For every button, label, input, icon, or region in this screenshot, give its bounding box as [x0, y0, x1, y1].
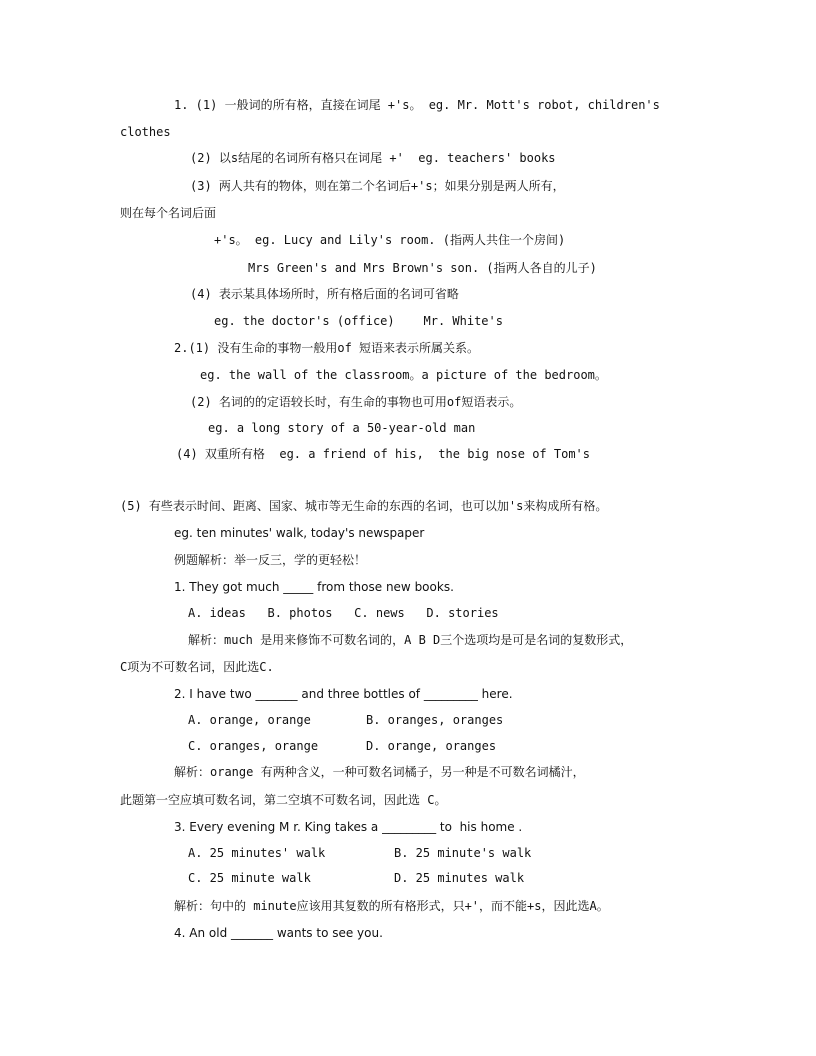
rule-1-3-cont: 则在每个名词后面 — [120, 206, 217, 220]
rule-1-3-example-2: Mrs Green's and Mrs Brown's son. (指两人各自的儿子) — [248, 261, 597, 275]
rule-2-2-example: eg. a long story of a 50-year-old man — [208, 421, 476, 435]
question-2: 2. I have two _______ and three bottles of _________ here. — [174, 687, 513, 701]
question-2-analysis: 解析：orange 有两种含义，一种可数名词橘子，另一种是不可数名词橘汁， — [174, 765, 585, 779]
question-1-analysis: 解析：much 是用来修饰不可数名词的，A B D三个选项均是可是名词的复数形式， — [188, 633, 633, 647]
rule-2-1: 2.(1) 没有生命的事物一般用of 短语来表示所属关系。 — [174, 341, 480, 355]
question-4: 4. An old _______ wants to see you. — [174, 926, 383, 940]
question-1: 1. They got much _____ from those new books. — [174, 580, 454, 594]
question-2-option-b: B. oranges, oranges — [366, 713, 504, 727]
question-3: 3. Every evening M r. King takes a _________ to his home . — [174, 820, 523, 834]
question-2-option-a: A. orange, orange — [188, 713, 311, 727]
question-2-analysis-cont: 此题第一空应填可数名词，第二空填不可数名词，因此选 C。 — [120, 793, 447, 807]
rule-1-4: (4) 表示某具体场所时，所有格后面的名词可省略 — [190, 287, 459, 301]
question-3-option-a: A. 25 minutes' walk — [188, 846, 326, 860]
rule-1-3: (3) 两人共有的物体，则在第二个名词后+'s；如果分别是两人所有， — [190, 179, 565, 193]
rule-5: (5) 有些表示时间、距离、国家、城市等无生命的东西的名词，也可以加's来构成所有格。 — [120, 499, 608, 513]
rule-1-2: (2) 以s结尾的名词所有格只在词尾 +' eg. teachers' books — [190, 151, 556, 165]
rule-5-example: eg. ten minutes' walk, today's newspaper — [174, 526, 425, 540]
rule-2-4: (4) 双重所有格 eg. a friend of his, the big nose of Tom's — [176, 447, 591, 461]
question-2-option-d: D. orange, oranges — [366, 739, 497, 753]
question-3-option-c: C. 25 minute walk — [188, 871, 311, 885]
question-3-option-d: D. 25 minutes walk — [394, 871, 525, 885]
question-1-analysis-cont: C项为不可数名词，因此选C. — [120, 660, 274, 674]
examples-heading: 例题解析：举一反三，学的更轻松！ — [174, 553, 367, 567]
question-3-option-b: B. 25 minute's walk — [394, 846, 532, 860]
question-3-analysis: 解析：句中的 minute应该用其复数的所有格形式，只+'，而不能+s，因此选A。 — [174, 899, 609, 913]
question-2-option-c: C. oranges, orange — [188, 739, 319, 753]
rule-2-1-example: eg. the wall of the classroom。a picture of the bedroom。 — [200, 368, 607, 382]
rule-1-1-cont: clothes — [120, 125, 171, 139]
rule-2-2: (2) 名词的的定语较长时，有生命的事物也可用of短语表示。 — [190, 395, 522, 409]
question-1-options: A. ideas B. photos C. news D. stories — [188, 606, 499, 620]
rule-1-4-example: eg. the doctor's (office) Mr. White's — [214, 314, 503, 328]
rule-1-1: 1. (1) 一般词的所有格，直接在词尾 +'s。 eg. Mr. Mott's robot, children's — [174, 98, 660, 112]
rule-1-3-example-1: +'s。 eg. Lucy and Lily's room. (指两人共住一个房间) — [214, 233, 566, 247]
